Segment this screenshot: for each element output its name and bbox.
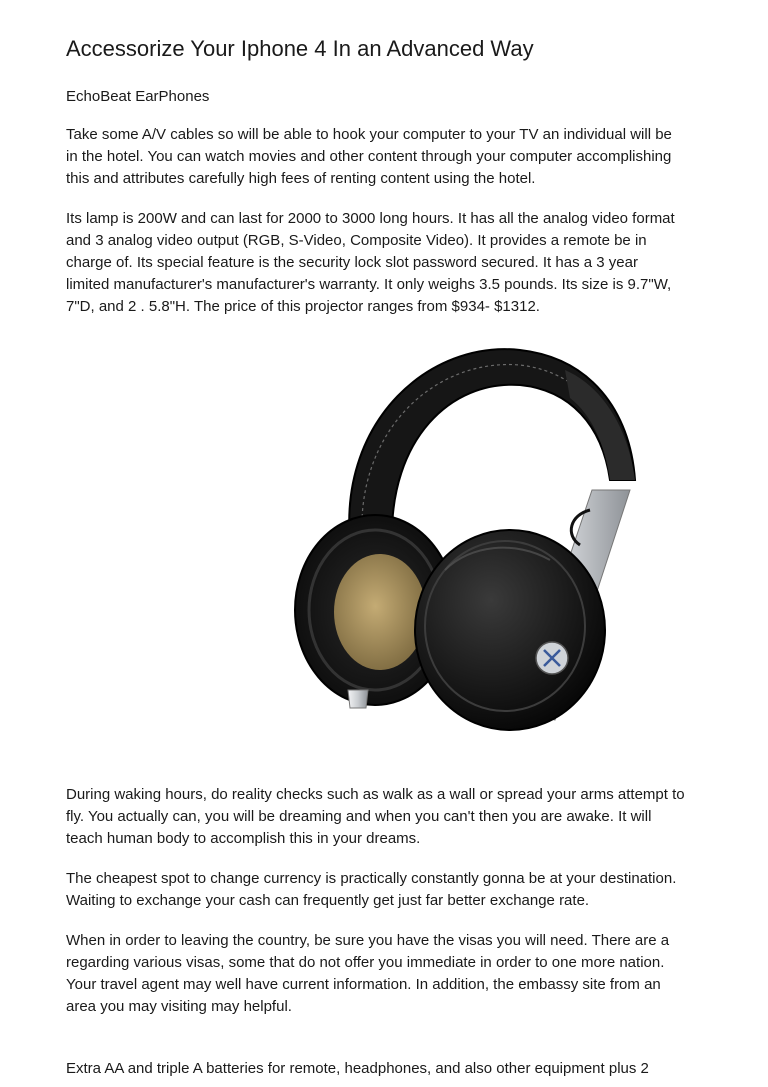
paragraph-5 <box>66 930 716 1018</box>
paragraph-line: charge of. Its special feature is the security lock slot password secured. It has a 3 year <box>66 254 638 271</box>
left-earpad-inner <box>334 554 426 670</box>
paragraph-line: Waiting to exchange your cash can frequently get just far better exchange rate. <box>66 892 590 909</box>
page-title: Accessorize Your Iphone 4 In an Advanced Way <box>66 36 534 61</box>
paragraph-1 <box>66 124 716 190</box>
paragraph-line: Extra AA and triple A batteries for remote, headphones, and also other equipment plus 2 <box>66 1060 649 1077</box>
paragraph-line: Its lamp is 200W and can last for 2000 to 3000 long hours. It has all the analog video format <box>66 210 675 227</box>
paragraph-line: teach human body to accomplish this in your dreams. <box>66 830 421 847</box>
subtitle: EchoBeat EarPhones <box>66 88 210 105</box>
paragraph-line: limited manufacturer's manufacturer's warranty. It only weighs 3.5 pounds. Its size is 9.7"W, <box>66 276 672 293</box>
right-earcup <box>415 530 605 730</box>
paragraph-6 <box>66 1058 716 1080</box>
headphones-illustration <box>280 330 660 740</box>
paragraph-line: in the hotel. You can watch movies and other content through your computer accomplishing <box>66 148 672 165</box>
paragraph-line: Your travel agent may well have current information. In addition, the embassy site from an <box>66 976 661 993</box>
paragraph-line: regarding various visas, some that do not offer you immediate in order to one more nation. <box>66 954 665 971</box>
paragraph-line: 7"D, and 2 . 5.8"H. The price of this projector ranges from $934- $1312. <box>66 298 540 315</box>
paragraph-line: this and attributes carefully high fees of renting content using the hotel. <box>66 170 536 187</box>
paragraph-line: Take some A/V cables so will be able to hook your computer to your TV an individual will be <box>66 126 672 143</box>
paragraph-line: fly. You actually can, you will be dreaming and when you can't then you are awake. It will <box>66 808 652 825</box>
paragraph-line: area you may visiting may helpful. <box>66 998 292 1015</box>
paragraph-line: During waking hours, do reality checks such as walk as a wall or spread your arms attempt to <box>66 786 685 803</box>
paragraph-2 <box>66 208 716 318</box>
headphones-image <box>280 330 660 740</box>
paragraph-line: When in order to leaving the country, be sure you have the visas you will need. There are a <box>66 932 670 949</box>
paragraph-3 <box>66 784 716 850</box>
paragraph-4 <box>66 868 716 912</box>
paragraph-line: The cheapest spot to change currency is practically constantly gonna be at your destination. <box>66 870 677 887</box>
paragraph-line: and 3 analog video output (RGB, S-Video, Composite Video). It provides a remote be in <box>66 232 647 249</box>
